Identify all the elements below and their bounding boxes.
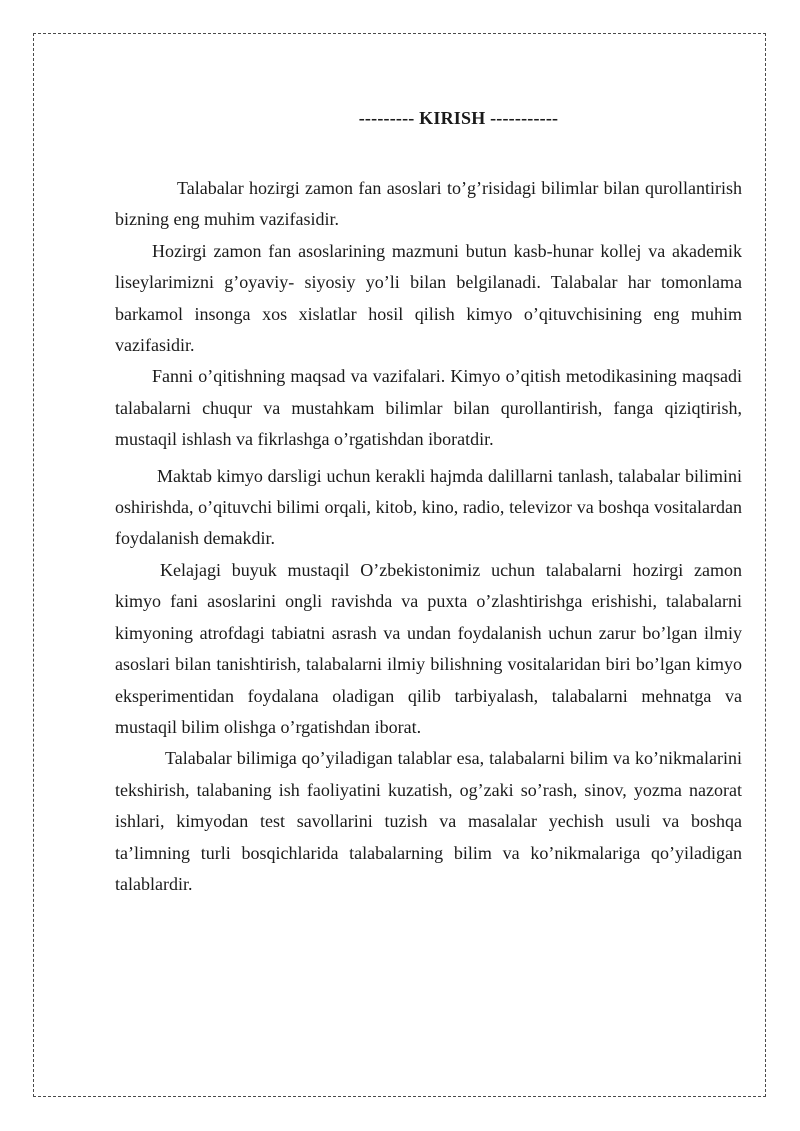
paragraph-3: Fanni o’qitishning maqsad va vazifalari. Kimyo o’qitish metodikasining maqsadi talabalarni chuqur va mustahkam bilimlar bilan qurollantirish, fanga qiziqtirish, mustaqil ishlash va fikrlashga o’rgatishdan iboratdir. [115, 366, 742, 450]
paragraph-2: Hozirgi zamon fan asoslarining mazmuni butun kasb-hunar kollej va akademik liseylarimizni g’oyaviy- siyosiy yo’li bilan belgilanadi. Talabalar har tomonlama barkamol insonga xos xislatlar hosil qilish kimyo o’qituvchisining eng muhim vazifasidir. [115, 240, 742, 356]
paragraph-4: Maktab kimyo darsligi uchun kerakli hajmda dalillarni tanlash, talabalar bilimini oshirishda, o’qituvchi bilimi orqali, kitob, kino, radio, televizor va boshqa vositalardan foydalanish demakdir. [115, 465, 742, 549]
section-heading: --------- KIRISH ----------- [358, 108, 559, 128]
document-body [115, 108, 742, 900]
paragraph-6: Talabalar bilimiga qo’yiladigan talablar esa, talabalarni bilim va ko’nikmalarini tekshirish, talabaning ish faoliyatini kuzatish, og’zaki so’rash, sinov, yozma nazorat ishlari, kimyodan test savollarini tuzish va masalalar yechish usuli va boshqa ta’limning turli bosqichlarida talabalarning bilim va ko’nikmalariga qo’yiladigan talablardir. [115, 748, 742, 894]
paragraph-5: Kelajagi buyuk mustaqil O’zbekistonimiz uchun talabalarni hozirgi zamon kimyo fani asoslarini ongli ravishda va puxta o’zlashtirishga erishishi, talabalarni kimyoning atrofdagi tabiatni asrash va undan foydalanish uchun zarur bo’lgan ilmiy asoslari bilan tanishtirish, talabalarni ilmiy bilishning vositalaridan biri bo’lgan kimyo eksperimentidan foydalana oladigan qilib tarbiyalash, talabalarni mehnatga va mustaqil bilim olishga o’rgatishdan iborat. [115, 559, 742, 737]
paragraph-1: Talabalar hozirgi zamon fan asoslari to’g’risidagi bilimlar bilan qurollantirish bizning eng muhim vazifasidir. [115, 178, 742, 230]
